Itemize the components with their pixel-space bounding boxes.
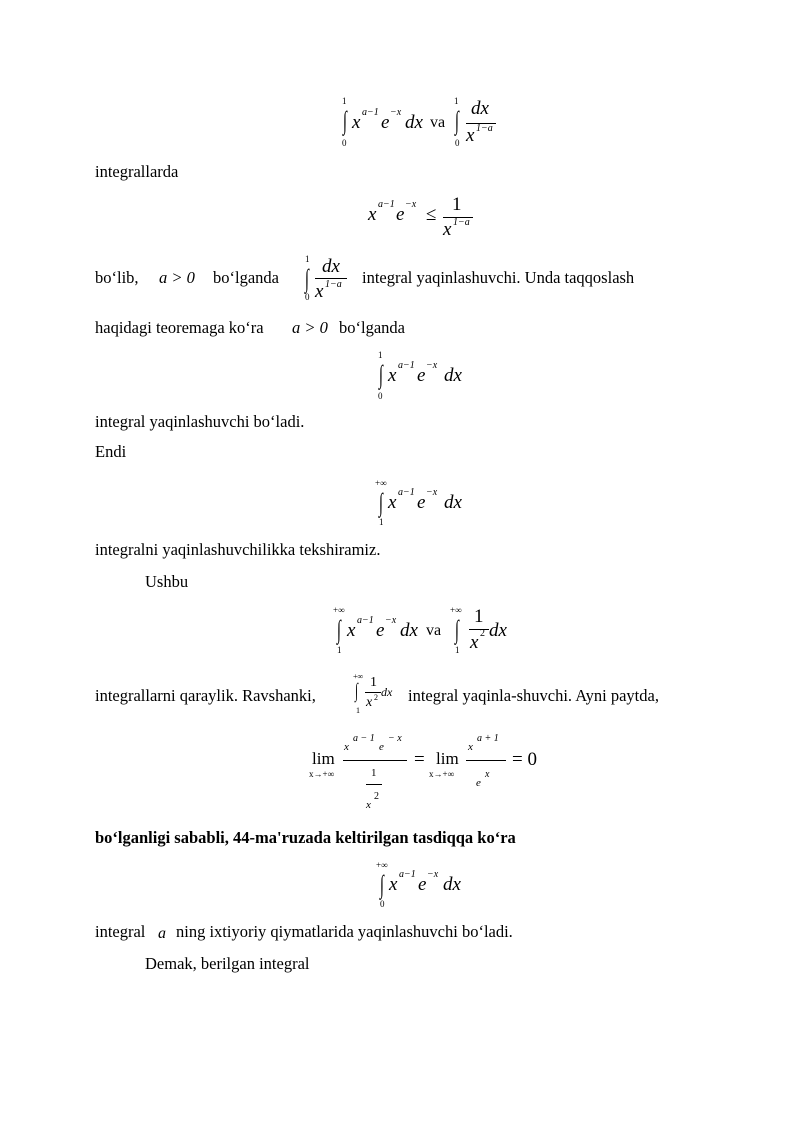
document-page: 1 ∫ 0 x a−1 e −x dx va 1 ∫ 0 dx x 1−a integrallarda x a−1 e −x ≤ 1 x 1−a bo‘lib, a > 0 bo‘lganda 1 ∫ 0 dx x 1−a integral yaqinlashuvchi. Unda taqqoslash haqidagi teoremaga ko‘ra a > 0 bo‘lganda 1 ∫ 0 x a−1 e −x dx integral yaqinlashuvchi bo‘ladi. Endi +∞ ∫ 1 x a−1 e −x dx integralni yaqinlashuvchilikka tekshiramiz. Ushbu +∞ ∫ 1 x a−1 e −x dx va +∞ ∫ 1 1 x 2 dx integrallarni qaraylik. Ravshanki, +∞ ∫ 1 1 x 2 dx integral yaqinla-shuvchi. Ayni paytda, lim x→+∞ x a − 1 e − x 1 x 2 = lim x→+∞ x a + 1 e x = 0 bo‘lganligi sababli, 44-ma'ruzada keltirilgan tasdiqqa ko‘ra +∞ ∫ 0 x a−1 e −x dx integral a ning ixtiyoriy qiymatlarida yaqinlashuvchi bo‘ladi. Demak, berilgan integral xyxy=(95,96,659,973)
fraction-bar xyxy=(343,760,407,761)
fraction-bar xyxy=(366,784,382,785)
paragraph: haqidagi teoremaga ko‘ra xyxy=(95,318,264,337)
paragraph: bo‘lganda xyxy=(339,318,405,337)
paragraph: integrallarni qaraylik. Ravshanki, xyxy=(95,686,316,705)
paragraph: Demak, berilgan integral xyxy=(145,954,310,973)
paragraph: integral yaqinlashuvchi bo‘ladi. xyxy=(95,412,305,431)
paragraph: Ushbu xyxy=(145,572,189,591)
fraction-bar xyxy=(466,760,506,761)
paragraph: Endi xyxy=(95,442,127,461)
paragraph: bo‘lganda xyxy=(213,268,279,287)
paragraph: integrallarda xyxy=(95,162,179,181)
fraction-bar xyxy=(469,629,489,630)
paragraph: bo‘lib, xyxy=(95,268,139,287)
paragraph: integral xyxy=(95,922,146,941)
paragraph: integralni yaqinlashuvchilikka tekshiramiz. xyxy=(95,540,381,559)
paragraph-bold: bo‘lganligi sababli, 44-ma'ruzada keltirilgan tasdiqqa ko‘ra xyxy=(95,828,516,847)
paragraph: integral yaqinlashuvchi. Unda taqqoslash xyxy=(362,268,635,287)
paragraph: ning ixtiyoriy qiymatlarida yaqinlashuvchi bo‘ladi. xyxy=(176,922,513,941)
paragraph: integral yaqinla-shuvchi. Ayni paytda, xyxy=(408,686,659,705)
fraction-bar xyxy=(365,692,381,693)
